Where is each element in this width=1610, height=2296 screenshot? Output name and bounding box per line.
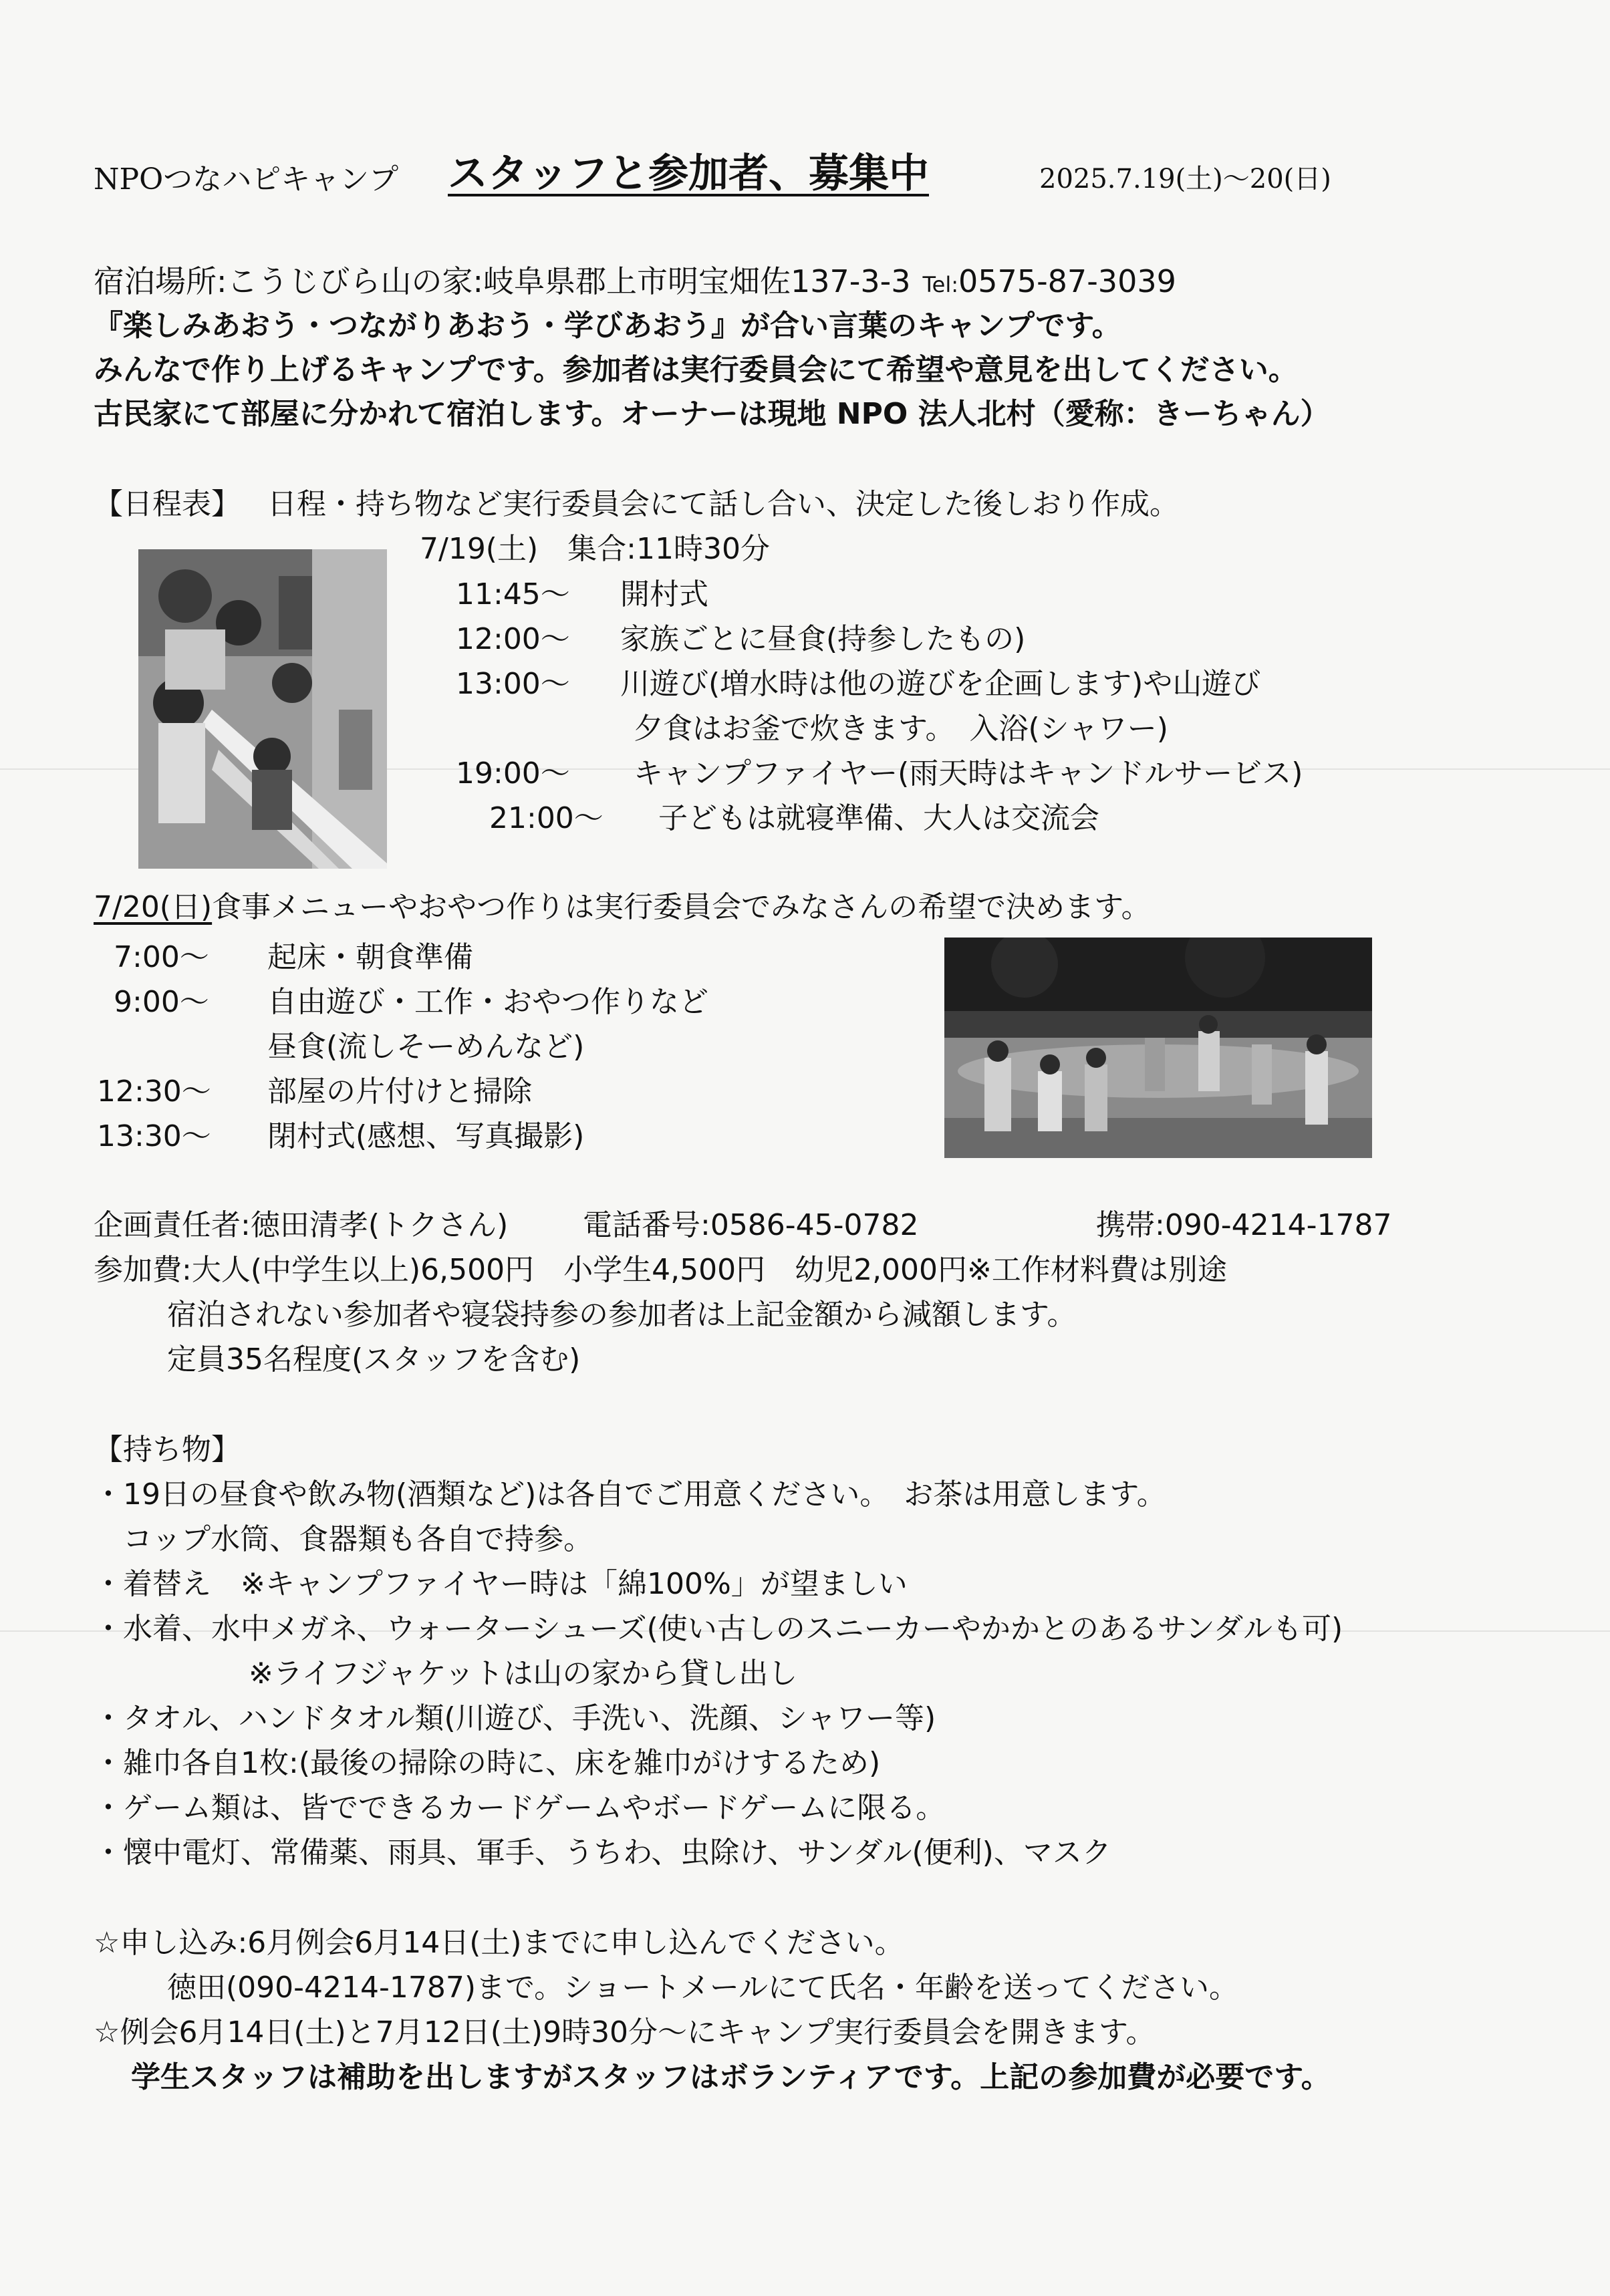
intro-lodging: 古民家にて部屋に分かれて宿泊します。オーナーは現地 NPO 法人北村（愛称：きーちゃん） [94, 397, 1330, 431]
belongings-item: コップ水筒、食器類も各自で持参。 [94, 1522, 593, 1556]
day1-activity: 子どもは就寝準備、大人は交流会 [658, 801, 1099, 835]
organizer-mobile: 携帯:090-4214-1787 [1096, 1208, 1392, 1242]
day2-activity: 昼食(流しそーめんなど) [267, 1030, 585, 1064]
day2-time: 9:00～ [114, 985, 209, 1019]
org-name: NPOつなハピキャンプ [94, 162, 399, 196]
day2-activity: 部屋の片付けと掃除 [267, 1074, 532, 1109]
day2-title: 7/20(日) [94, 890, 213, 924]
day2-time: 13:30～ [97, 1119, 211, 1153]
participation-fee: 参加費:大人(中学生以上)6,500円 小学生4,500円 幼児2,000円※工作材料費は別途 [94, 1253, 1227, 1287]
day2-activity: 閉村式(感想、写真撮影) [267, 1119, 585, 1153]
day2-note: 食事メニューやおやつ作りは実行委員会でみなさんの希望で決めます。 [212, 890, 1151, 924]
camp-photo-children [138, 549, 387, 869]
belongings-item: ・懐中電灯、常備薬、雨具、軍手、うちわ、虫除け、サンダル(便利)、マスク [94, 1836, 1111, 1870]
day1-title: 7/19(土) 集合:11時30分 [420, 532, 770, 566]
application-contact: 徳田(090-4214-1787)まで。ショートメールにて氏名・年齢を送ってください。 [167, 1971, 1238, 2005]
day1-time: 13:00～ [456, 667, 570, 701]
belongings-item: ・19日の昼食や飲み物(酒類など)は各自でご用意ください。 お茶は用意します。 [94, 1477, 1166, 1512]
belongings-item: ・着替え ※キャンプファイヤー時は「綿100%」が望ましい [94, 1567, 908, 1601]
venue-address: 宿泊場所:こうじびら山の家:岐阜県郡上市明宝畑佐137-3-3 [94, 263, 911, 299]
application-deadline: ☆申し込み:6月例会6月14日(土)までに申し込んでください。 [94, 1926, 904, 1960]
capacity: 定員35名程度(スタッフを含む) [167, 1342, 581, 1377]
belongings-item: ・水着、水中メガネ、ウォーターシューズ(使い古しのスニーカーやかかとのあるサンダルも可) [94, 1612, 1343, 1646]
day1-activity: キャンプファイヤー(雨天時はキャンドルサービス) [634, 756, 1303, 791]
day1-activity: 家族ごとに昼食(持参したもの) [620, 622, 1026, 656]
photo-riverside-drawing [944, 938, 1372, 1158]
schedule-note: 日程・持ち物など実行委員会にて話し合い、決定した後しおり作成。 [267, 487, 1179, 521]
day1-activity: 夕食はお釜で炊きます。 入浴(シャワー) [634, 712, 1168, 746]
organizer: 企画責任者:徳田清孝(トクさん) [94, 1208, 509, 1242]
tel-label: Tel: [922, 272, 958, 297]
fee-note: 宿泊されない参加者や寝袋持参の参加者は上記金額から減額します。 [167, 1298, 1077, 1332]
belongings-item: ※ライフジャケットは山の家から貸し出し [249, 1657, 798, 1691]
venue-line [94, 263, 1176, 299]
day1-time: 11:45～ [456, 577, 570, 611]
belongings-label: 【持ち物】 [94, 1433, 241, 1467]
day1-activity: 開村式 [620, 577, 708, 611]
intro-description: みんなで作り上げるキャンプです。参加者は実行委員会にて希望や意見を出してください。 [94, 353, 1298, 387]
student-staff-note: 学生スタッフは補助を出しますがスタッフはボランティアです。上記の参加費が必要です。 [131, 2060, 1331, 2094]
event-date: 2025.7.19(土)～20(日) [1039, 164, 1331, 194]
day2-time: 12:30～ [97, 1074, 211, 1109]
organizer-phone: 電話番号:0586-45-0782 [583, 1208, 919, 1242]
day1-time: 21:00～ [489, 801, 603, 835]
day2-time: 7:00～ [114, 940, 209, 974]
belongings-item: ・ゲーム類は、皆でできるカードゲームやボードゲームに限る。 [94, 1791, 946, 1825]
day2-header [94, 890, 1151, 924]
day2-activity: 起床・朝食準備 [267, 940, 473, 974]
day1-time: 12:00～ [456, 622, 570, 656]
schedule-label: 【日程表】 [94, 487, 241, 521]
belongings-item: ・雑巾各自1枚:(最後の掃除の時に、床を雑巾がけするため) [94, 1746, 881, 1780]
day2-activity: 自由遊び・工作・おやつ作りなど [267, 985, 708, 1019]
belongings-item: ・タオル、ハンドタオル類(川遊び、手洗い、洗顔、シャワー等) [94, 1701, 936, 1735]
camp-photo-riverside [944, 938, 1372, 1158]
headline: スタッフと参加者、募集中 [448, 150, 929, 197]
day1-time: 19:00～ [456, 756, 570, 791]
intro-motto: 『楽しみあおう・つながりあおう・学びあおう』が合い言葉のキャンプです。 [94, 309, 1121, 343]
venue-tel: 0575-87-3039 [958, 263, 1176, 299]
day1-activity: 川遊び(増水時は他の遊びを企画します)や山遊び [620, 667, 1261, 701]
photo-children-drawing [138, 549, 387, 869]
committee-meeting: ☆例会6月14日(土)と7月12日(土)9時30分～にキャンプ実行委員会を開きます。 [94, 2015, 1156, 2049]
